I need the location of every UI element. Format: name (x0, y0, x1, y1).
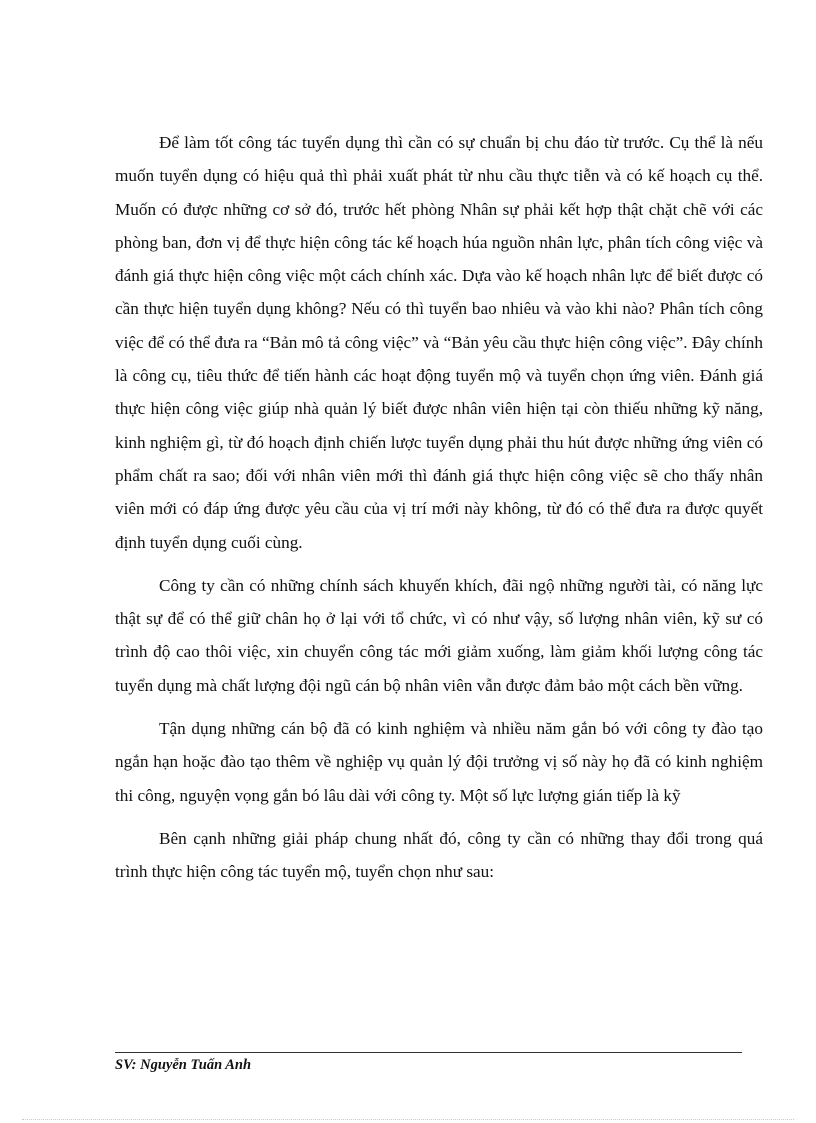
page-edge-dotted-line (22, 1119, 794, 1120)
paragraph-1: Để làm tốt công tác tuyển dụng thì cần có sự chuẩn bị chu đáo từ trước. Cụ thể là nếu muốn tuyển dụng có hiệu quả thì phải xuất phát từ nhu cầu thực tiễn và có kế hoạch cụ thể. Muốn có được những cơ sở đó, trước hết phòng Nhân sự phải kết hợp thật chặt chẽ với các phòng ban, đơn vị để thực hiện công tác kế hoạch húa nguồn nhân lực, phân tích công việc và đánh giá thực hiện công việc một cách chính xác. Dựa vào kế hoạch nhân lực để biết được có cần thực hiện tuyển dụng không? Nếu có thì tuyển bao nhiêu và vào khi nào? Phân tích công việc để có thể đưa ra “Bản mô tả công việc” và “Bản yêu cầu thực hiện công việc”. Đây chính là công cụ, tiêu thức để tiến hành các hoạt động tuyển mộ và tuyển chọn ứng viên. Đánh giá thực hiện công việc giúp nhà quản lý biết được nhân viên hiện tại còn thiếu những kỹ năng, kinh nghiệm gì, từ đó hoạch định chiến lược tuyển dụng phải thu hút được những ứng viên có phẩm chất ra sao; đối với nhân viên mới thì đánh giá thực hiện công việc sẽ cho thấy nhân viên mới có đáp ứng được yêu cầu của vị trí mới này không, từ đó có thể đưa ra được quyết định tuyển dụng cuối cùng. (115, 133, 763, 552)
paragraph-2: Công ty cần có những chính sách khuyến khích, đãi ngộ những người tài, có năng lực thật sự để có thể giữ chân họ ở lại với tổ chức, vì có như vậy, số lượng nhân viên, kỹ sư có trình độ cao thôi việc, xin chuyển công tác mới giảm xuống, làm giảm khối lượng công tác tuyển dụng mà chất lượng đội ngũ cán bộ nhân viên vẫn được đảm bảo một cách bền vững. (115, 575, 763, 695)
document-body (115, 126, 763, 899)
paragraph-4: Bên cạnh những giải pháp chung nhất đó, công ty cần có những thay đổi trong quá trình thực hiện công tác tuyển mộ, tuyển chọn như sau: (115, 828, 763, 882)
paragraph-3: Tận dụng những cán bộ đã có kinh nghiệm và nhiều năm gắn bó với công ty đào tạo ngắn hạn hoặc đào tạo thêm về nghiệp vụ quản lý đội trưởng vị số này họ đã có kinh nghiệm thi công, nguyện vọng gắn bó lâu dài với công ty. Một số lực lượng gián tiếp là kỹ (115, 719, 763, 805)
footer-author: SV: Nguyễn Tuấn Anh (115, 1057, 252, 1073)
footer-divider (115, 1052, 742, 1053)
